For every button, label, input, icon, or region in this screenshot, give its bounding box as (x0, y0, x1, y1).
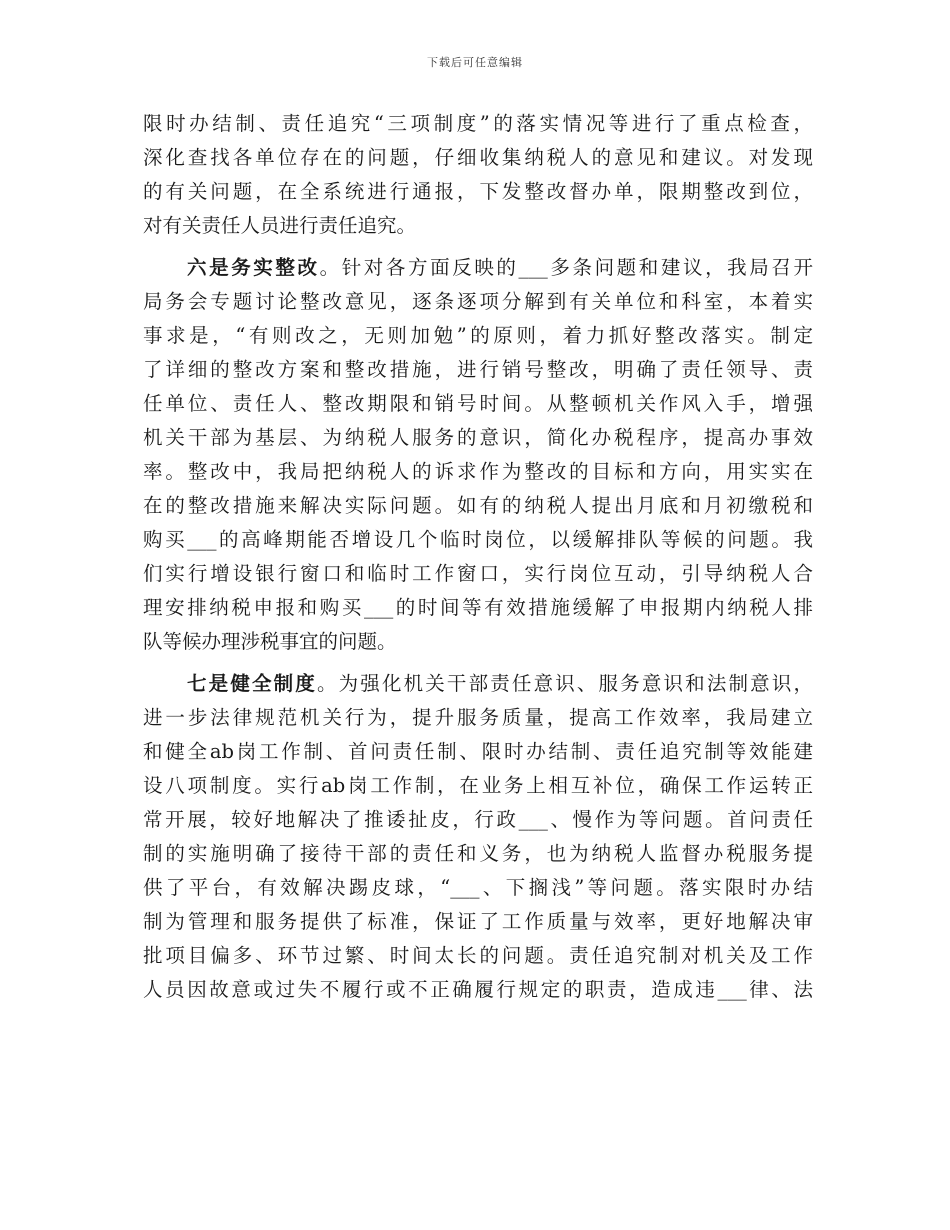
page-header-note: 下载后可任意编辑 (427, 56, 523, 69)
text-line: 深化查找各单位存在的问题，仔细收集纳税人的意见和建议。对发现 (143, 146, 813, 169)
text-line: 理安排纳税申报和购买___的时间等有效措施缓解了申报期内纳税人排 (143, 596, 813, 619)
text-line: 制的实施明确了接待干部的责任和义务，也为纳税人监督办税服务提 (143, 842, 813, 865)
section-heading: 六是务实整改 (187, 256, 320, 279)
text-line: 常开展，较好地解决了推诿扯皮，行政___、慢作为等问题。首问责任 (143, 808, 813, 831)
text-line: 供了平台，有效解决踢皮球，“___、下搁浅”等问题。落实限时办结 (143, 876, 813, 899)
text-line: 制为管理和服务提供了标准，保证了工作质量与效率，更好地解决审 (143, 910, 813, 933)
text-line: 限时办结制、责任追究“三项制度”的落实情况等进行了重点检查， (143, 112, 813, 135)
text-run: 。为强化机关干部责任意识、服务意识和法制意识， (316, 672, 813, 695)
text-line: 和健全ab岗工作制、首问责任制、限时办结制、责任追究制等效能建 (143, 740, 813, 763)
text-line: 对有关责任人员进行责任追究。 (143, 214, 417, 237)
paragraph-section-six (143, 251, 813, 659)
paragraph-section-seven (143, 667, 813, 1007)
text-line: 任单位、责任人、整改期限和销号时间。从整顿机关作风入手，增强 (143, 392, 813, 415)
text-line: 们实行增设银行窗口和临时工作窗口，实行岗位互动，引导纳税人合 (143, 562, 813, 585)
text-line: 批项目偏多、环节过繁、时间太长的问题。责任追究制对机关及工作 (143, 944, 813, 967)
text-line: 率。整改中，我局把纳税人的诉求作为整改的目标和方向，用实实在 (143, 460, 813, 483)
document-body (143, 107, 813, 1007)
text-line: 进一步法律规范机关行为，提升服务质量，提高工作效率，我局建立 (143, 706, 813, 729)
text-line: 事求是，“有则改之，无则加勉”的原则，着力抓好整改落实。制定 (143, 324, 813, 347)
text-line-first (143, 251, 813, 285)
section-heading: 七是健全制度 (187, 672, 317, 695)
text-run: 。针对各方面反映的___多条问题和建议，我局召开 (319, 256, 813, 279)
text-line: 队等候办理涉税事宜的问题。 (143, 630, 397, 653)
text-line: 的有关问题，在全系统进行通报，下发整改督办单，限期整改到位， (143, 180, 813, 203)
text-line: 购买___的高峰期能否增设几个临时岗位，以缓解排队等候的问题。我 (143, 528, 813, 551)
text-line: 机关干部为基层、为纳税人服务的意识，简化办税程序，提高办事效 (143, 426, 813, 449)
paragraph-continuation (143, 107, 813, 243)
text-line: 设八项制度。实行ab岗工作制，在业务上相互补位，确保工作运转正 (143, 774, 813, 797)
text-line: 在的整改措施来解决实际问题。如有的纳税人提出月底和月初缴税和 (143, 494, 813, 517)
text-line-first (143, 667, 813, 701)
text-line: 人员因故意或过失不履行或不正确履行规定的职责，造成违___律、法 (143, 978, 813, 1001)
text-line: 局务会专题讨论整改意见，逐条逐项分解到有关单位和科室，本着实 (143, 290, 813, 313)
text-line: 了详细的整改方案和整改措施，进行销号整改，明确了责任领导、责 (143, 358, 813, 381)
